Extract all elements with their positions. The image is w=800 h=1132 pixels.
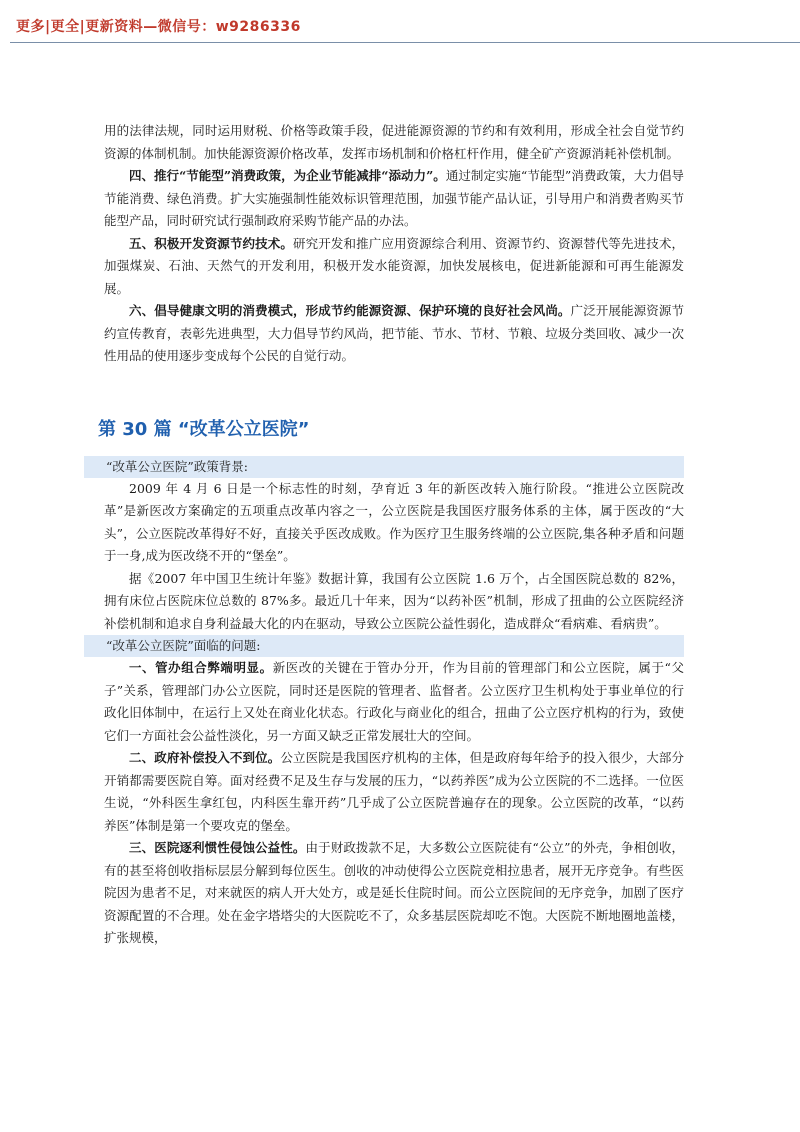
chapter-title: 第 30 篇 “改革公立医院”	[98, 418, 310, 440]
paragraph-text: 由于财政拨款不足，大多数公立医院徒有“公立”的外壳，争相创收，有的甚至将创收指标层层分解到每位医生。创收的冲动使得公立医院竞相拉患者，展开无序竞争。有些医院因为患者不足，对来就医的病人开大处方，或是延长住院时间。而公立医院间的无序竞争，加剧了医疗资源配置的不合理。处在金字塔塔尖的大医院吃不了，众多基层医院却吃不饱。大医院不断地圈地盖楼，扩张规模，	[104, 840, 684, 945]
paragraph-heading: 六、倡导健康文明的消费模式，形成节约能源资源、保护环境的良好社会风尚。	[129, 303, 571, 318]
paragraph	[104, 837, 684, 950]
paragraph-text: 研究开发和推广应用资源综合利用、资源节约、资源替代等先进技术，加强煤炭、石油、天然气的开发利用，积极开发水能资源，加快发展核电，促进新能源和可再生能源发展。	[104, 235, 684, 296]
paragraph-text: 广泛开展能源资源节约宣传教育，表彰先进典型，大力倡导节约风尚，把节能、节水、节材、节粮、垃圾分类回收、减少一次性用品的使用逐步变成每个公民的自觉行动。	[104, 303, 684, 363]
section-heading-problems: “改革公立医院”面临的问题:	[84, 635, 684, 657]
header-wechat-text: 更多|更全|更新资料—微信号：w9286336	[16, 19, 301, 35]
document-body	[98, 120, 684, 950]
page-header	[10, 10, 800, 44]
paragraph: 用的法律法规，同时运用财税、价格等政策手段，促进能源资源的节约和有效利用，形成全社会自觉节约资源的体制机制。加快能源资源价格改革，发挥市场机制和价格杠杆作用，健全矿产资源消耗补偿机制。	[104, 123, 684, 161]
header-divider	[10, 42, 800, 43]
paragraph	[104, 747, 684, 837]
paragraph-heading: 四、推行“节能型”消费政策，为企业节能减排“添动力”。	[129, 168, 446, 183]
paragraph	[104, 233, 684, 301]
paragraph	[104, 300, 684, 368]
paragraph-text: 公立医院是我国医疗机构的主体，但是政府每年给予的投入很少，大部分开销都需要医院自筹。面对经费不足及生存与发展的压力，“以药养医”成为公立医院的不二选择。一位医生说，“外科医生拿红包，内科医生靠开药”几乎成了公立医院普遍存在的现象。公立医院的改革，“以药养医”体制是第一个要攻克的堡垒。	[104, 750, 684, 833]
paragraph: 2009 年 4 月 6 日是一个标志性的时刻，孕育近 3 年的新医改转入施行阶段。“推进公立医院改革”是新医改方案确定的五项重点改革内容之一，公立医院是我国医疗服务体系的主体，属于医改的“大头”，公立医院改革得好不好，直接关乎医改成败。作为医疗卫生服务终端的公立医院,集各种矛盾和问题于一身,成为医改绕不开的“堡垒”。	[104, 480, 684, 563]
spacer	[104, 368, 684, 418]
paragraph	[104, 165, 684, 233]
paragraph	[104, 657, 684, 747]
paragraph-text: 新医改的关键在于管办分开，作为目前的管理部门和公立医院，属于“父子”关系，管理部门办公立医院，同时还是医院的管理者、监督者。公立医疗卫生机构处于事业单位的行政化旧体制中，在运行上又处在商业化状态。行政化与商业化的组合，扭曲了公立医疗机构的行为，致使它们一方面社会公益性淡化，另一方面又缺乏正常发展壮大的空间。	[104, 660, 684, 743]
paragraph-heading: 五、积极开发资源节约技术。	[129, 235, 294, 251]
paragraph-text: 通过制定实施“节能型”消费政策，大力倡导节能消费、绿色消费。扩大实施强制性能效标识管理范围，加强节能产品认证，引导用户和消费者购买节能型产品，同时研究试行强制政府采购节能产品的办法。	[104, 168, 684, 228]
paragraph-heading: 一、管办组合弊端明显。	[129, 660, 273, 675]
paragraph: 据《2007 年中国卫生统计年鉴》数据计算，我国有公立医院 1.6 万个，占全国医院总数的 82%，拥有床位占医院床位总数的 87%多。最近几十年来，因为“以药补医”机制，形成了扭曲的公立医院经济补偿机制和追求自身利益最大化的内在驱动，导致公立医院公益性弱化，造成群众“看病难、看病贵”。	[104, 570, 684, 631]
section-heading-background: “改革公立医院”政策背景:	[84, 456, 684, 478]
paragraph-heading: 三、医院逐利惯性侵蚀公益性。	[129, 840, 306, 855]
paragraph-heading: 二、政府补偿投入不到位。	[129, 750, 281, 765]
